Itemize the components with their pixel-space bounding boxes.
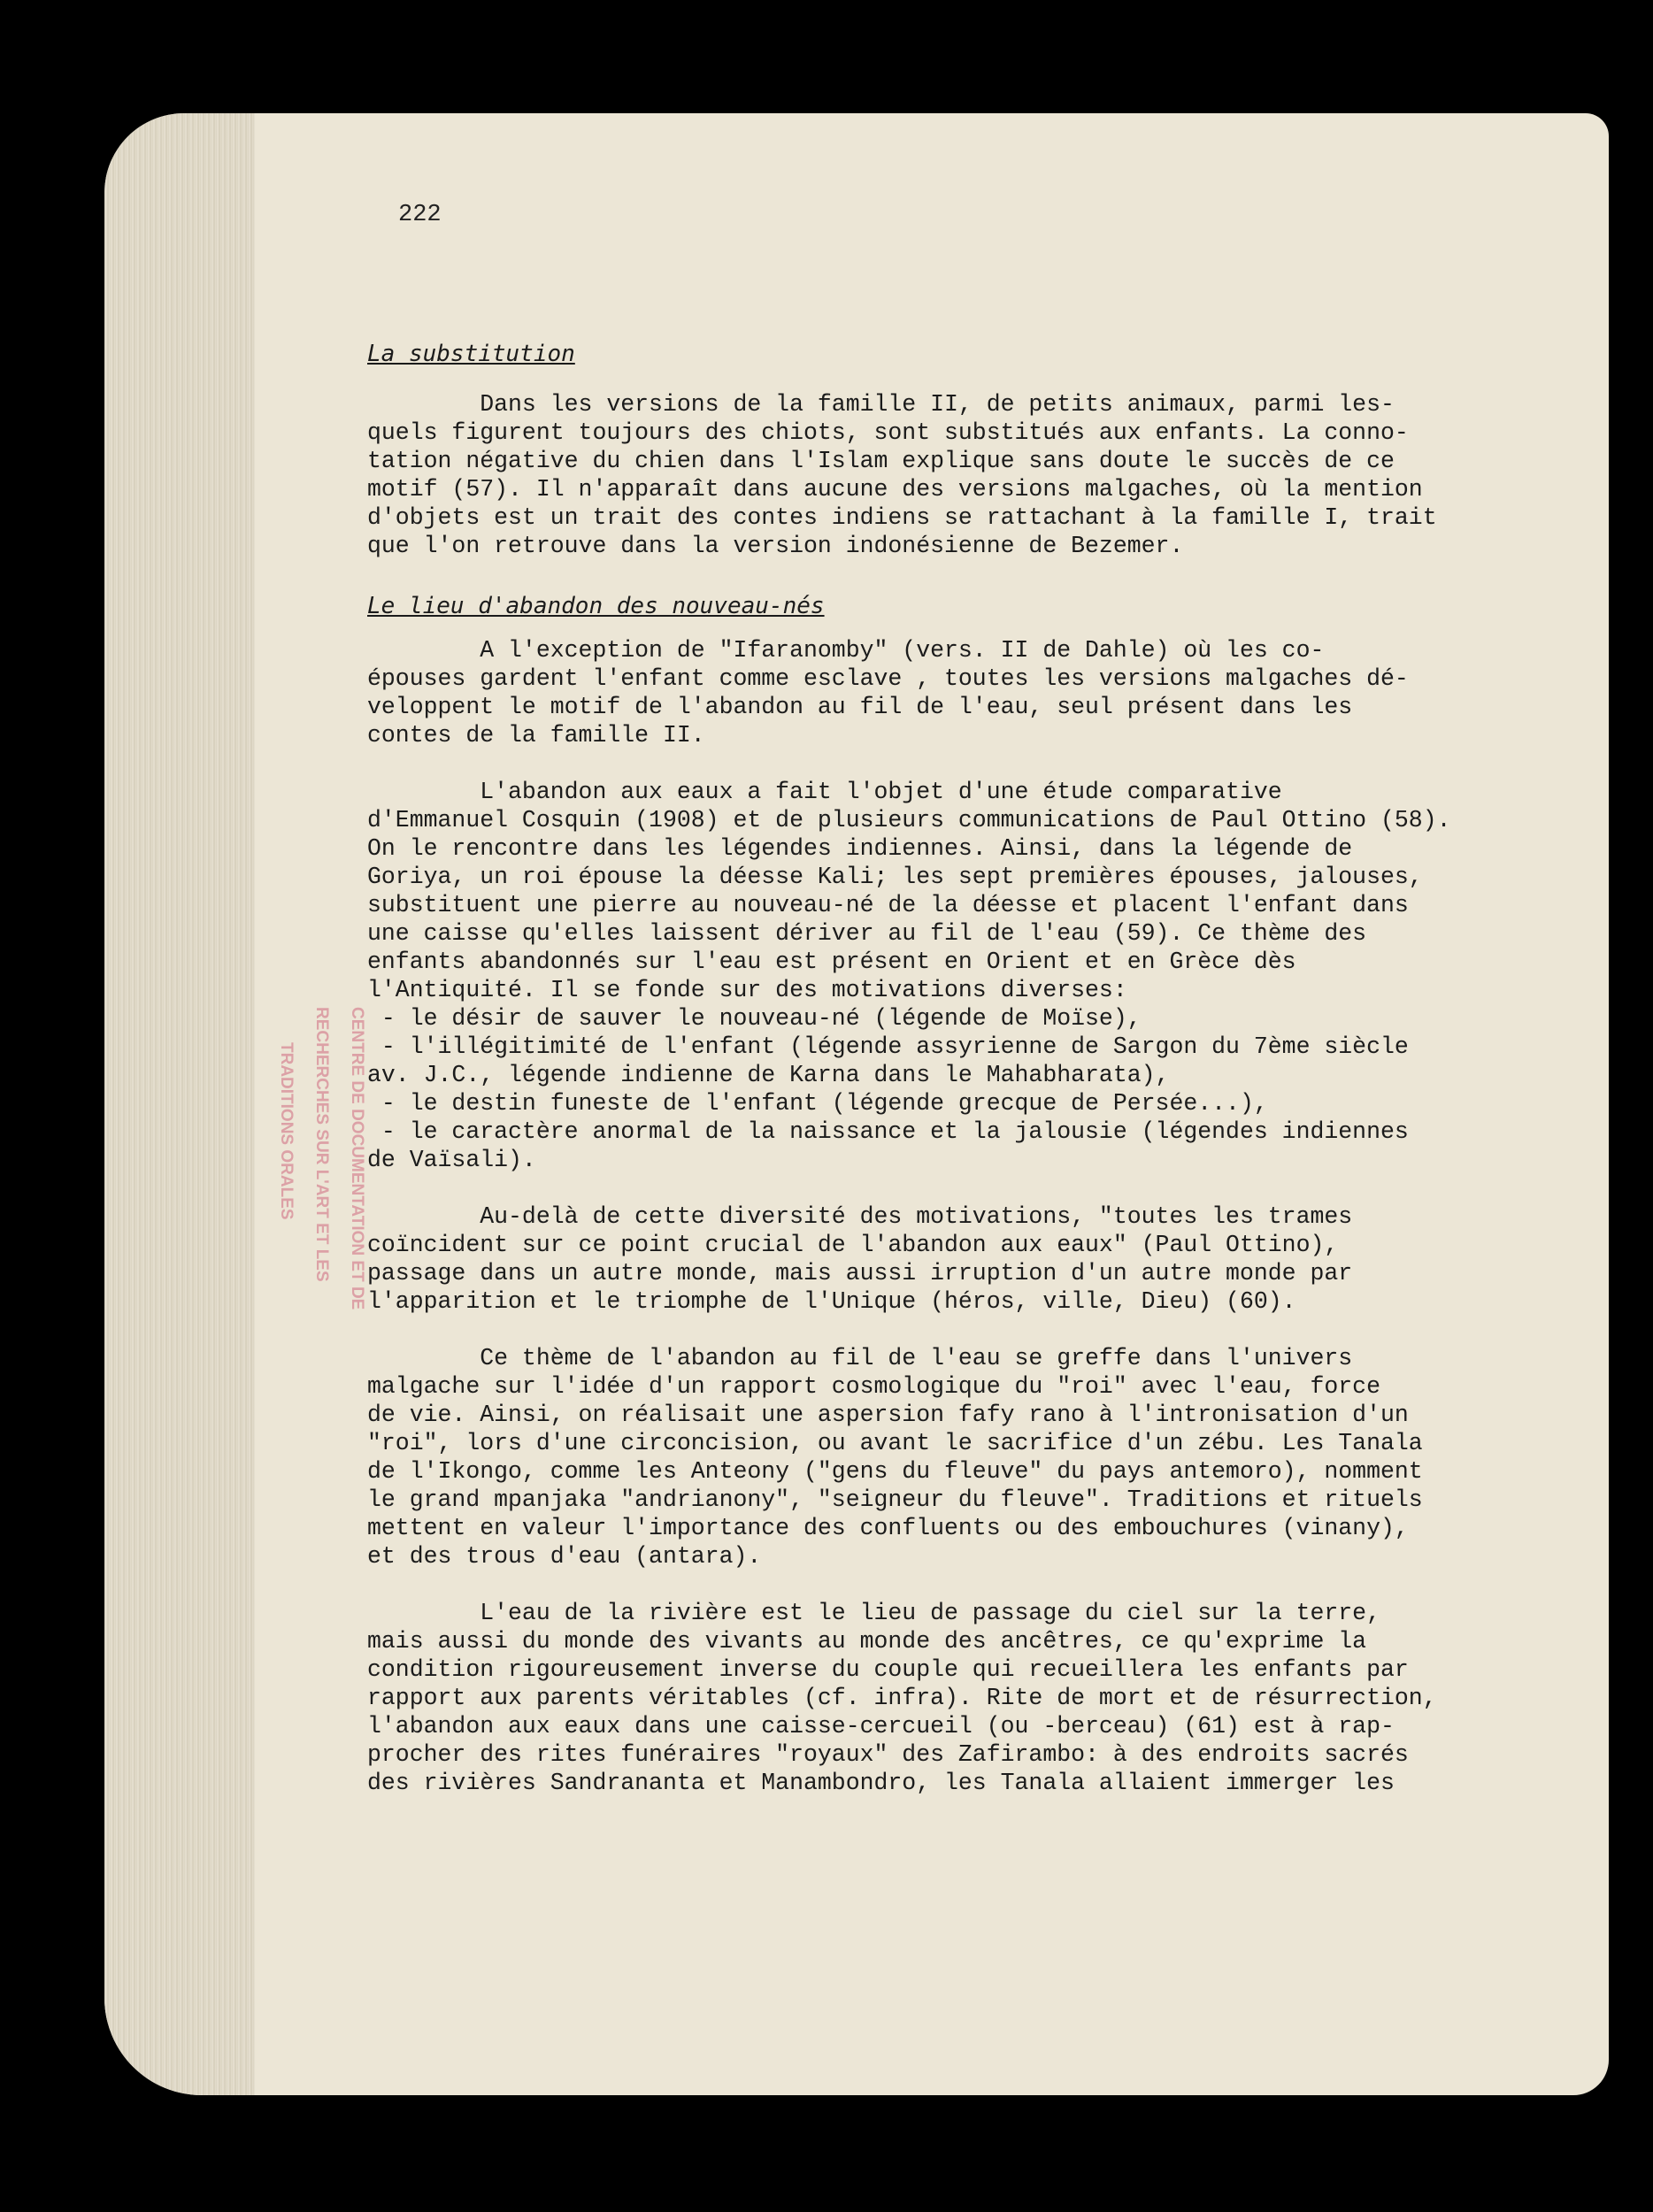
text-line: épouses gardent l'enfant comme esclave , toutes les versions malgaches dé- xyxy=(367,665,1409,692)
text-line: A l'exception de "Ifaranomby" (vers. II de Dahle) où les co- xyxy=(367,637,1325,664)
text-line: On le rencontre dans les légendes indiennes. Ainsi, dans la légende de xyxy=(367,835,1353,862)
text-line: Au-delà de cette diversité des motivations, "toutes les trames xyxy=(367,1203,1353,1230)
text-line: et des trous d'eau (antara). xyxy=(367,1543,762,1570)
text-line: le grand mpanjaka "andrianony", "seigneur du fleuve". Traditions et rituels xyxy=(367,1486,1423,1513)
text-line: mais aussi du monde des vivants au monde des ancêtres, ce qu'exprime la xyxy=(367,1628,1367,1655)
text-line: que l'on retrouve dans la version indonésienne de Bezemer. xyxy=(367,533,1184,559)
page-number: 222 xyxy=(398,202,442,228)
text-line: l'Antiquité. Il se fonde sur des motivations diverses: xyxy=(367,977,1127,1003)
text-line: une caisse qu'elles laissent dériver au fil de l'eau (59). Ce thème des xyxy=(367,920,1367,947)
text-line: procher des rites funéraires "royaux" des Zafirambo: à des endroits sacrés xyxy=(367,1741,1409,1768)
text-line: motif (57). Il n'apparaît dans aucune des versions malgaches, où la mention xyxy=(367,476,1423,503)
list-item: - le désir de sauver le nouveau-né (légende de Moïse), xyxy=(367,1005,1142,1032)
text-line: condition rigoureusement inverse du couple qui recueillera les enfants par xyxy=(367,1656,1409,1683)
text-line: "roi", lors d'une circoncision, ou avant le sacrifice d'un zébu. Les Tanala xyxy=(367,1430,1423,1456)
text-line: L'eau de la rivière est le lieu de passage du ciel sur la terre, xyxy=(367,1600,1380,1626)
text-line: tation négative du chien dans l'Islam explique sans doute le succès de ce xyxy=(367,448,1395,474)
text-line: rapport aux parents véritables (cf. infra). Rite de mort et de résurrection, xyxy=(367,1685,1437,1711)
stamp-line: RECHERCHES SUR L'ART ET LES xyxy=(312,1007,331,1282)
text-line: malgache sur l'idée d'un rapport cosmologique du "roi" avec l'eau, force xyxy=(367,1373,1380,1400)
list-item: - le caractère anormal de la naissance et la jalousie (légendes indiennes xyxy=(367,1118,1409,1145)
library-stamp xyxy=(262,1007,377,1485)
text-line: l'abandon aux eaux dans une caisse-cercueil (ou -berceau) (61) est à rap- xyxy=(367,1713,1395,1740)
text-line: mettent en valeur l'importance des confluents ou des embouchures (vinany), xyxy=(367,1515,1409,1541)
section-heading: La substitution xyxy=(367,341,575,367)
text-line: de Vaïsali). xyxy=(367,1147,536,1173)
list-item: - l'illégitimité de l'enfant (légende assyrienne de Sargon du 7ème siècle xyxy=(367,1033,1409,1060)
text-line: de l'Ikongo, comme les Anteony ("gens du fleuve" du pays antemoro), nomment xyxy=(367,1458,1423,1485)
text-line: d'Emmanuel Cosquin (1908) et de plusieurs communications de Paul Ottino (58). xyxy=(367,807,1451,833)
text-line: quels figurent toujours des chiots, sont substitués aux enfants. La conno- xyxy=(367,419,1409,446)
list-item: - le destin funeste de l'enfant (légende grecque de Persée...), xyxy=(367,1090,1268,1117)
text-line: av. J.C., légende indienne de Karna dans le Mahabharata), xyxy=(367,1062,1170,1088)
text-line: des rivières Sandrananta et Manambondro, les Tanala allaient immerger les xyxy=(367,1770,1395,1796)
text-line: l'apparition et le triomphe de l'Unique (héros, ville, Dieu) (60). xyxy=(367,1288,1296,1315)
text-line: d'objets est un trait des contes indiens se rattachant à la famille I, trait xyxy=(367,504,1437,531)
text-line: de vie. Ainsi, on réalisait une aspersion fafy rano à l'intronisation d'un xyxy=(367,1402,1409,1428)
text-line: L'abandon aux eaux a fait l'objet d'une étude comparative xyxy=(367,779,1282,805)
text-line: Ce thème de l'abandon au fil de l'eau se greffe dans l'univers xyxy=(367,1345,1353,1371)
text-line: Goriya, un roi épouse la déesse Kali; les sept premières épouses, jalouses, xyxy=(367,864,1423,890)
page-edges xyxy=(104,113,255,2095)
text-line: veloppent le motif de l'abandon au fil de l'eau, seul présent dans les xyxy=(367,694,1353,720)
stamp-line: TRADITIONS ORALES xyxy=(277,1042,296,1220)
text-line: contes de la famille II. xyxy=(367,722,705,749)
stamp-line: CENTRE DE DOCUMENTATION ET DE xyxy=(348,1007,366,1310)
text-line: coïncident sur ce point crucial de l'abandon aux eaux" (Paul Ottino), xyxy=(367,1232,1339,1258)
text-line: substituent une pierre au nouveau-né de la déesse et placent l'enfant dans xyxy=(367,892,1409,918)
section-heading: Le lieu d'abandon des nouveau-nés xyxy=(367,593,825,619)
text-line: enfants abandonnés sur l'eau est présent en Orient et en Grèce dès xyxy=(367,949,1296,975)
text-line: passage dans un autre monde, mais aussi irruption d'un autre monde par xyxy=(367,1260,1353,1286)
text-line: Dans les versions de la famille II, de petits animaux, parmi les- xyxy=(367,391,1395,418)
